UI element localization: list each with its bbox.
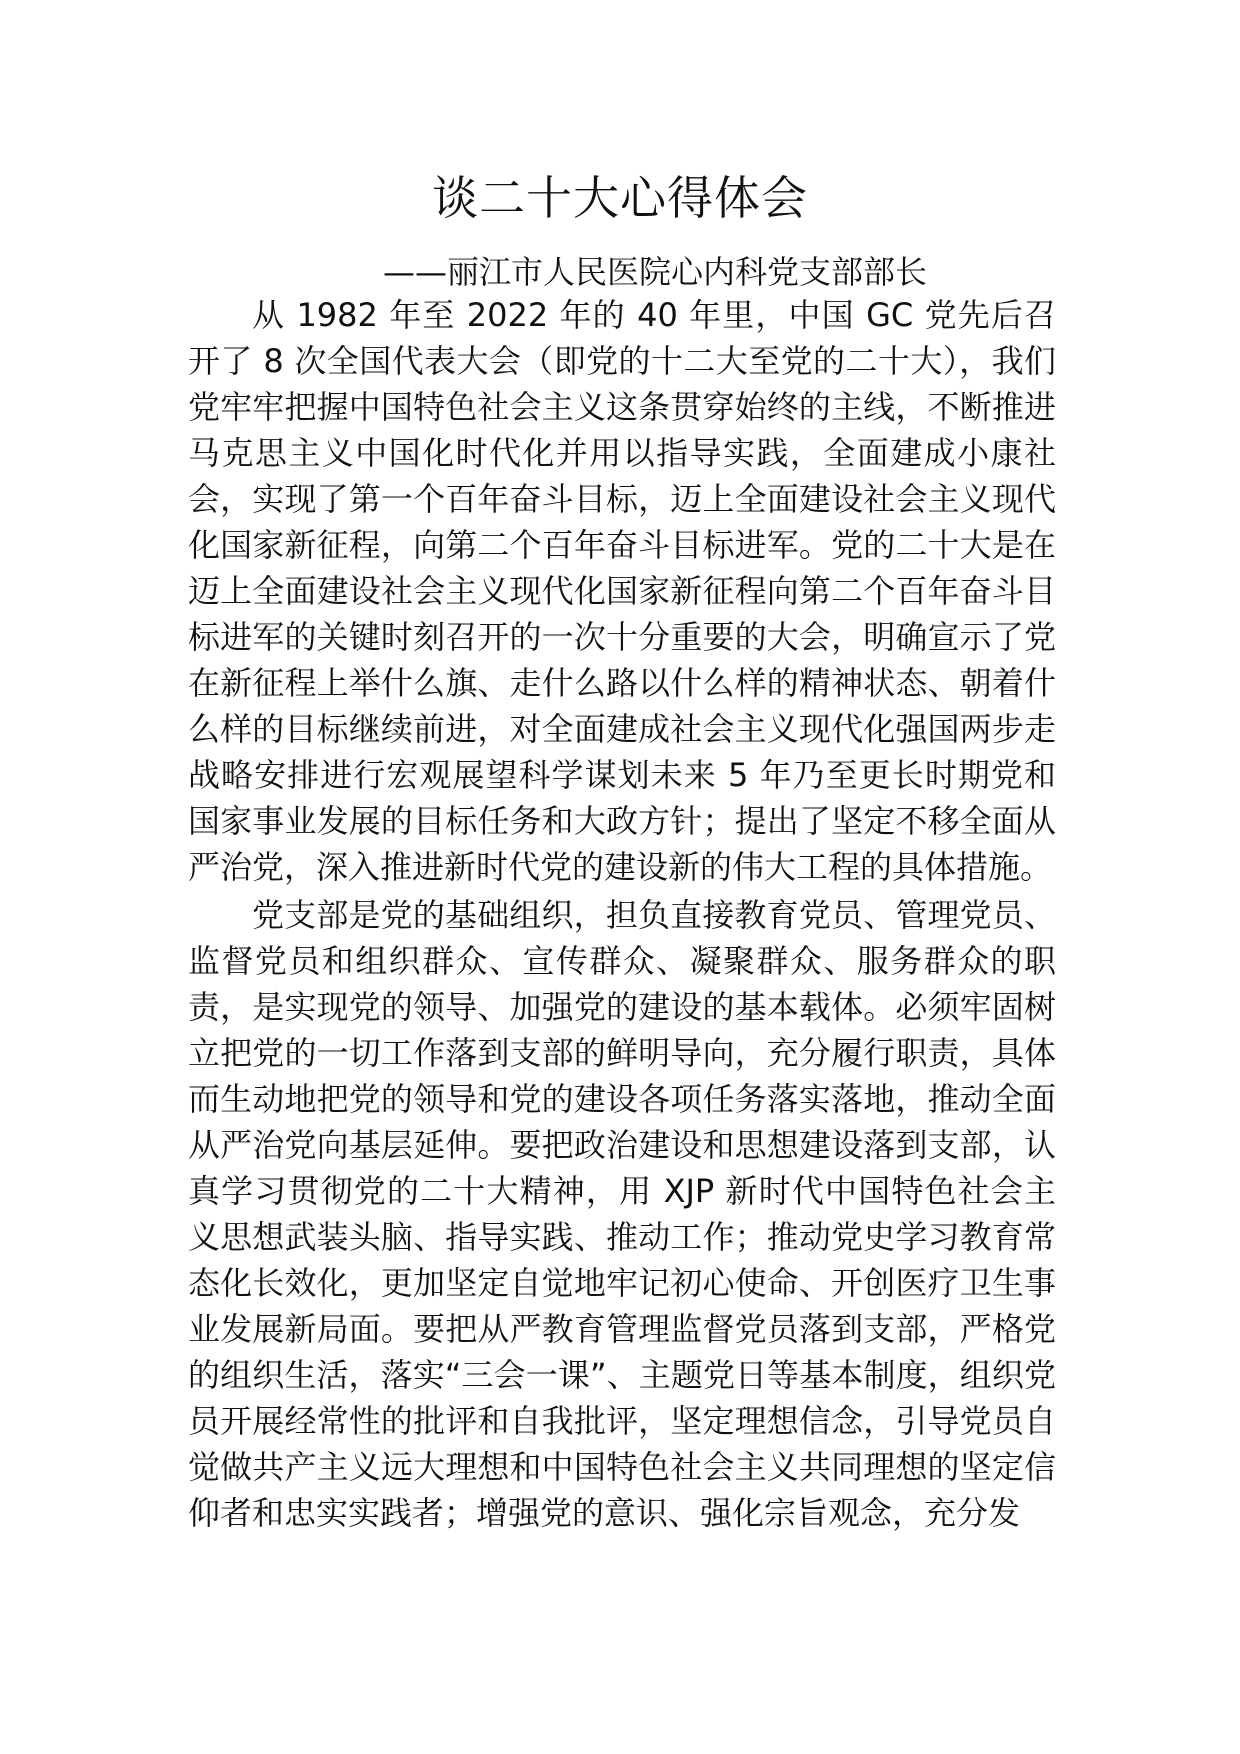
document-body bbox=[188, 292, 1056, 1536]
paragraph-1: 从 1982 年至 2022 年的 40 年里，中国 GC 党先后召开了 8 次全国代表大会（即党的十二大至党的二十大），我们党牢牢把握中国特色社会主义这条贯穿始终的主线，不断推进马克思主义中国化时代化并用以指导实践，全面建成小康社会，实现了第一个百年奋斗目标，迈上全面建设社会主义现代化国家新征程，向第二个百年奋斗目标进军。党的二十大是在迈上全面建设社会主义现代化国家新征程向第二个百年奋斗目标进军的关键时刻召开的一次十分重要的大会，明确宣示了党在新征程上举什么旗、走什么路以什么样的精神状态、朝着什么样的目标继续前进，对全面建成社会主义现代化强国两步走战略安排进行宏观展望科学谋划未来 5 年乃至更长时期党和国家事业发展的目标任务和大政方针；提出了坚定不移全面从严治党，深入推进新时代党的建设新的伟大工程的具体措施。 bbox=[188, 296, 1056, 886]
document-title: 谈二十大心得体会 bbox=[432, 171, 808, 225]
document-subtitle: ——丽江市人民医院心内科党支部部长 bbox=[382, 253, 927, 291]
paragraph-2: 党支部是党的基础组织，担负直接教育党员、管理党员、监督党员和组织群众、宣传群众、凝聚群众、服务群众的职责，是实现党的领导、加强党的建设的基本载体。必须牢固树立把党的一切工作落到支部的鲜明导向，充分履行职责，具体而生动地把党的领导和党的建设各项任务落实落地，推动全面从严治党向基层延伸。要把政治建设和思想建设落到支部，认真学习贯彻党的二十大精神，用 XJP 新时代中国特色社会主义思想武装头脑、指导实践、推动工作；推动党史学习教育常态化长效化，更加坚定自觉地牢记初心使命、开创医疗卫生事业发展新局面。要把从严教育管理监督党员落到支部，严格党的组织生活，落实“三会一课”、主题党日等基本制度，组织党员开展经常性的批评和自我批评，坚定理想信念，引导党员自觉做共产主义远大理想和中国特色社会主义共同理想的坚定信仰者和忠实实践者；增强党的意识、强化宗旨观念，充分发 bbox=[188, 896, 1056, 1532]
